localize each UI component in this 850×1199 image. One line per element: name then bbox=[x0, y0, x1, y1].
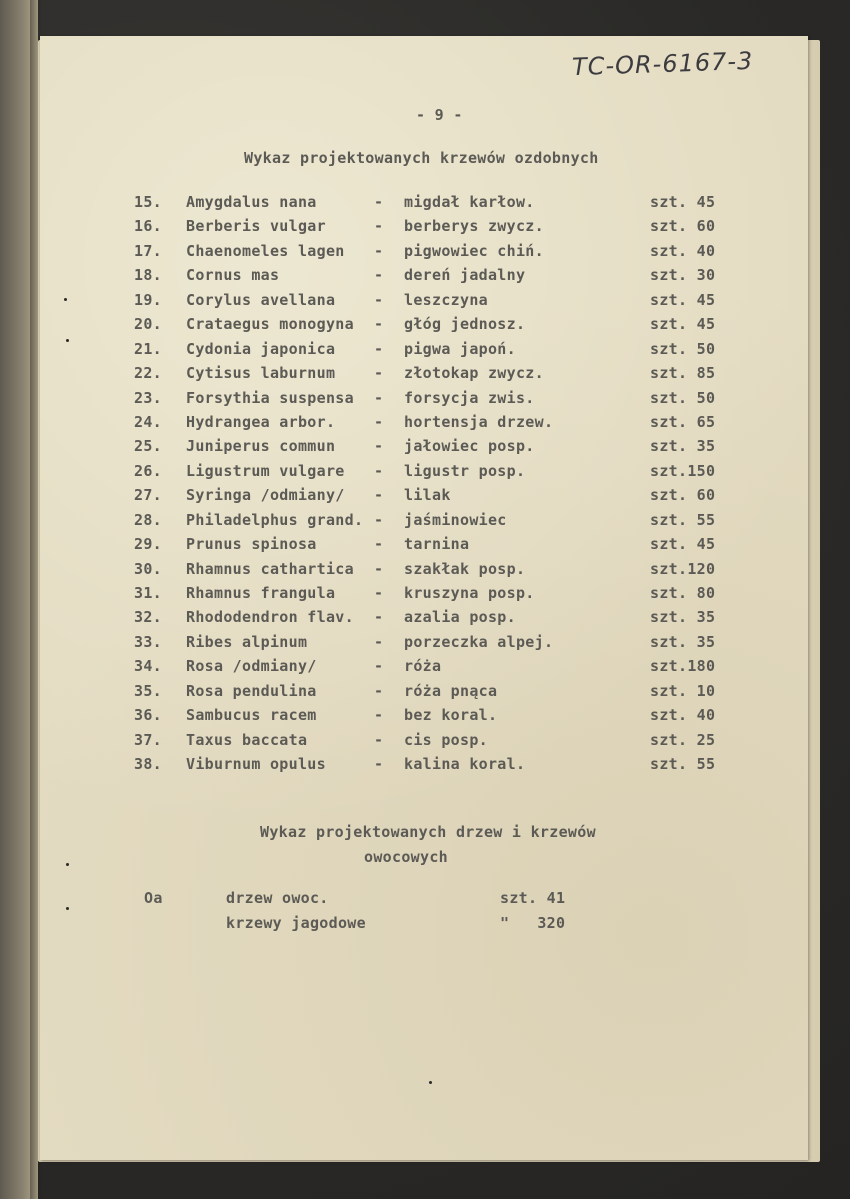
shrub-latin-name: Hydrangea arbor. bbox=[186, 412, 336, 431]
shrub-latin-name: Rhamnus cathartica bbox=[186, 559, 354, 578]
shrub-polish-name: pigwa japoń. bbox=[404, 339, 516, 358]
shrub-dash: - bbox=[374, 657, 384, 676]
shrub-dash: - bbox=[374, 388, 384, 407]
shrub-quantity: szt. 50 bbox=[650, 388, 716, 407]
shrub-number: 29. bbox=[134, 535, 162, 554]
shrub-quantity: szt. 60 bbox=[650, 217, 716, 236]
shrub-number: 25. bbox=[134, 437, 162, 456]
shrub-latin-name: Cytisus laburnum bbox=[186, 364, 336, 383]
shrub-dash: - bbox=[374, 217, 384, 236]
shrub-dash: - bbox=[374, 559, 384, 578]
shrub-polish-name: bez koral. bbox=[404, 706, 498, 725]
shrub-quantity: szt. 45 bbox=[650, 535, 716, 554]
margin-speck bbox=[66, 907, 69, 910]
shrub-number: 21. bbox=[134, 339, 162, 358]
shrub-polish-name: szakłak posp. bbox=[404, 559, 526, 578]
shrub-row bbox=[134, 633, 774, 657]
shrub-quantity: szt.180 bbox=[650, 657, 716, 676]
shrub-quantity: szt. 55 bbox=[650, 755, 716, 774]
shrub-row bbox=[134, 706, 774, 730]
archive-reference-code: TC-OR-6167-3 bbox=[571, 46, 754, 82]
section-title-ornamental-shrubs: Wykaz projektowanych krzewów ozdobnych bbox=[244, 149, 599, 167]
shrub-latin-name: Forsythia suspensa bbox=[186, 388, 354, 407]
shrub-number: 20. bbox=[134, 315, 162, 334]
shrub-dash: - bbox=[374, 535, 384, 554]
shrub-latin-name: Cornus mas bbox=[186, 266, 280, 285]
shrub-number: 32. bbox=[134, 608, 162, 627]
shrub-number: 16. bbox=[134, 217, 162, 236]
shrub-quantity: szt. 35 bbox=[650, 437, 716, 456]
shrub-polish-name: róża pnąca bbox=[404, 681, 498, 700]
shrub-latin-name: Juniperus commun bbox=[186, 437, 336, 456]
summary-fruit-trees-qty: szt. 41 bbox=[500, 889, 566, 907]
shrub-quantity: szt. 30 bbox=[650, 266, 716, 285]
shrub-row bbox=[134, 560, 774, 584]
shrub-dash: - bbox=[374, 315, 384, 334]
shrub-dash: - bbox=[374, 486, 384, 505]
shrub-row bbox=[134, 608, 774, 632]
shrub-dash: - bbox=[374, 632, 384, 651]
shrub-latin-name: Cydonia japonica bbox=[186, 339, 336, 358]
document-page bbox=[40, 36, 808, 1160]
shrub-number: 35. bbox=[134, 681, 162, 700]
shrub-polish-name: berberys zwycz. bbox=[404, 217, 544, 236]
shrub-quantity: szt. 10 bbox=[650, 681, 716, 700]
shrub-latin-name: Ribes alpinum bbox=[186, 632, 308, 651]
shrub-latin-name: Rosa /odmiany/ bbox=[186, 657, 317, 676]
shrub-polish-name: dereń jadalny bbox=[404, 266, 526, 285]
shrub-dash: - bbox=[374, 241, 384, 260]
shrub-quantity: szt. 35 bbox=[650, 608, 716, 627]
shrub-number: 28. bbox=[134, 510, 162, 529]
shrub-number: 31. bbox=[134, 584, 162, 602]
shrub-polish-name: kruszyna posp. bbox=[404, 584, 535, 602]
shrub-dash: - bbox=[374, 290, 384, 309]
shrub-quantity: szt. 25 bbox=[650, 730, 716, 749]
shrub-latin-name: Berberis vulgar bbox=[186, 217, 326, 236]
shrub-polish-name: róża bbox=[404, 657, 442, 676]
shrub-quantity: szt.150 bbox=[650, 461, 716, 480]
shrub-row bbox=[134, 535, 774, 559]
shrub-quantity: szt. 85 bbox=[650, 364, 716, 383]
shrub-polish-name: tarnina bbox=[404, 535, 470, 554]
shrub-polish-name: migdał karłow. bbox=[404, 193, 535, 211]
shrub-latin-name: Taxus baccata bbox=[186, 730, 308, 749]
shrub-number: 33. bbox=[134, 632, 162, 651]
shrub-dash: - bbox=[374, 461, 384, 480]
shrub-quantity: szt. 45 bbox=[650, 193, 716, 211]
shrub-row bbox=[134, 755, 774, 779]
margin-speck bbox=[66, 863, 69, 866]
section-title-fruit-trees-line2: owocowych bbox=[364, 848, 448, 866]
shrub-quantity: szt. 40 bbox=[650, 241, 716, 260]
shrub-list bbox=[134, 193, 774, 780]
shrub-latin-name: Prunus spinosa bbox=[186, 535, 317, 554]
shrub-row bbox=[134, 437, 774, 461]
shrub-latin-name: Crataegus monogyna bbox=[186, 315, 354, 334]
shrub-dash: - bbox=[374, 706, 384, 725]
shrub-number: 23. bbox=[134, 388, 162, 407]
shrub-dash: - bbox=[374, 364, 384, 383]
shrub-quantity: szt. 50 bbox=[650, 339, 716, 358]
shrub-row bbox=[134, 511, 774, 535]
shrub-latin-name: Chaenomeles lagen bbox=[186, 241, 345, 260]
margin-speck bbox=[429, 1081, 432, 1084]
margin-speck bbox=[64, 298, 67, 301]
shrub-quantity: szt. 80 bbox=[650, 584, 716, 602]
shrub-dash: - bbox=[374, 584, 384, 602]
summary-fruit-trees-item: drzew owoc. bbox=[226, 889, 329, 907]
shrub-number: 26. bbox=[134, 461, 162, 480]
shrub-polish-name: leszczyna bbox=[404, 290, 488, 309]
shrub-latin-name: Corylus avellana bbox=[186, 290, 336, 309]
shrub-number: 34. bbox=[134, 657, 162, 676]
margin-speck bbox=[66, 339, 69, 342]
shrub-dash: - bbox=[374, 437, 384, 456]
shrub-number: 19. bbox=[134, 290, 162, 309]
shrub-number: 17. bbox=[134, 241, 162, 260]
shrub-row bbox=[134, 291, 774, 315]
shrub-dash: - bbox=[374, 266, 384, 285]
summary-berry-bushes-qty: " 320 bbox=[500, 914, 566, 932]
shrub-row bbox=[134, 315, 774, 339]
shrub-row bbox=[134, 340, 774, 364]
shrub-number: 22. bbox=[134, 364, 162, 383]
shrub-dash: - bbox=[374, 755, 384, 774]
shrub-latin-name: Rhododendron flav. bbox=[186, 608, 354, 627]
summary-berry-bushes-item: krzewy jagodowe bbox=[226, 914, 366, 932]
shrub-latin-name: Syringa /odmiany/ bbox=[186, 486, 345, 505]
shrub-quantity: szt. 55 bbox=[650, 510, 716, 529]
shrub-dash: - bbox=[374, 339, 384, 358]
shrub-polish-name: hortensja drzew. bbox=[404, 412, 554, 431]
shrub-polish-name: jaśminowiec bbox=[404, 510, 507, 529]
shrub-row bbox=[134, 486, 774, 510]
shrub-latin-name: Amygdalus nana bbox=[186, 193, 317, 211]
shrub-quantity: szt. 40 bbox=[650, 706, 716, 725]
shrub-row bbox=[134, 217, 774, 241]
shrub-latin-name: Sambucus racem bbox=[186, 706, 317, 725]
shrub-row bbox=[134, 462, 774, 486]
shrub-number: 37. bbox=[134, 730, 162, 749]
shrub-number: 15. bbox=[134, 193, 162, 211]
shrub-latin-name: Ligustrum vulgare bbox=[186, 461, 345, 480]
shrub-latin-name: Rosa pendulina bbox=[186, 681, 317, 700]
shrub-latin-name: Philadelphus grand. bbox=[186, 510, 364, 529]
shrub-row bbox=[134, 657, 774, 681]
shrub-dash: - bbox=[374, 193, 384, 211]
shrub-row bbox=[134, 242, 774, 266]
shrub-latin-name: Viburnum opulus bbox=[186, 755, 326, 774]
shrub-polish-name: pigwowiec chiń. bbox=[404, 241, 544, 260]
shrub-number: 18. bbox=[134, 266, 162, 285]
shrub-polish-name: porzeczka alpej. bbox=[404, 632, 554, 651]
shrub-dash: - bbox=[374, 510, 384, 529]
shrub-dash: - bbox=[374, 681, 384, 700]
shrub-polish-name: cis posp. bbox=[404, 730, 488, 749]
shrub-quantity: szt. 45 bbox=[650, 290, 716, 309]
shrub-row bbox=[134, 682, 774, 706]
shrub-latin-name: Rhamnus frangula bbox=[186, 584, 336, 602]
shrub-row bbox=[134, 193, 774, 217]
page-number: - 9 - bbox=[416, 106, 463, 124]
shrub-polish-name: złotokap zwycz. bbox=[404, 364, 544, 383]
shrub-number: 38. bbox=[134, 755, 162, 774]
shrub-quantity: szt. 60 bbox=[650, 486, 716, 505]
shrub-polish-name: kalina koral. bbox=[404, 755, 526, 774]
shrub-row bbox=[134, 364, 774, 388]
shrub-row bbox=[134, 413, 774, 437]
section-title-fruit-trees-line1: Wykaz projektowanych drzew i krzewów bbox=[260, 823, 596, 841]
summary-label: Oa bbox=[144, 889, 163, 907]
shrub-polish-name: forsycja zwis. bbox=[404, 388, 535, 407]
shrub-number: 27. bbox=[134, 486, 162, 505]
shrub-polish-name: ligustr posp. bbox=[404, 461, 526, 480]
shrub-polish-name: lilak bbox=[404, 486, 451, 505]
shrub-number: 30. bbox=[134, 559, 162, 578]
shrub-number: 24. bbox=[134, 412, 162, 431]
shrub-quantity: szt. 35 bbox=[650, 632, 716, 651]
shrub-polish-name: głóg jednosz. bbox=[404, 315, 526, 334]
shrub-polish-name: azalia posp. bbox=[404, 608, 516, 627]
shrub-dash: - bbox=[374, 608, 384, 627]
shrub-quantity: szt. 45 bbox=[650, 315, 716, 334]
shrub-quantity: szt. 65 bbox=[650, 412, 716, 431]
shrub-row bbox=[134, 584, 774, 608]
shrub-dash: - bbox=[374, 412, 384, 431]
shrub-number: 36. bbox=[134, 706, 162, 725]
shrub-row bbox=[134, 389, 774, 413]
shrub-quantity: szt.120 bbox=[650, 559, 716, 578]
shrub-polish-name: jałowiec posp. bbox=[404, 437, 535, 456]
shrub-dash: - bbox=[374, 730, 384, 749]
shrub-row bbox=[134, 731, 774, 755]
shrub-row bbox=[134, 266, 774, 290]
